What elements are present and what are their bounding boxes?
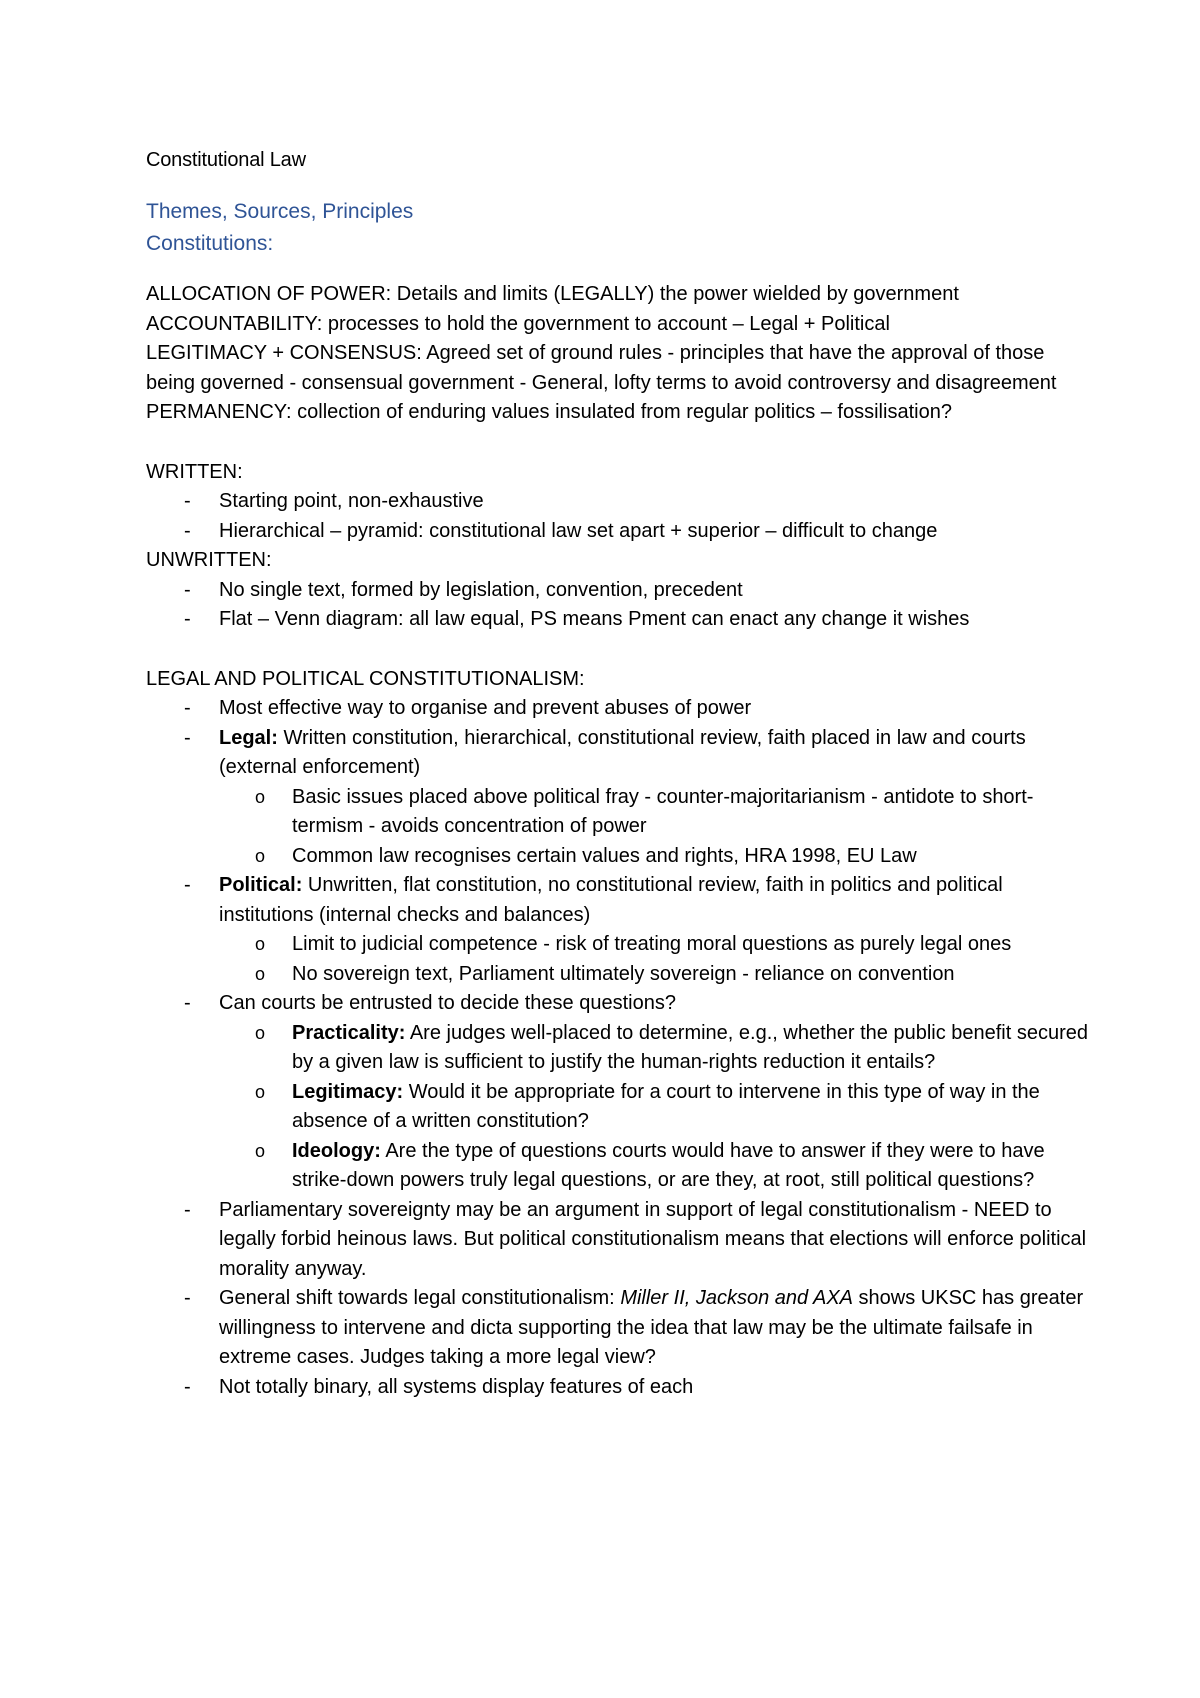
list-item-political [146, 871, 1090, 989]
shift-text-pre: General shift towards legal constitutionalism: [219, 1287, 621, 1309]
sub-list-item-text: No sovereign text, Parliament ultimately sovereign - reliance on convention [292, 962, 955, 985]
sub-list-item-text: Basic issues placed above political fray - counter-majoritarianism - antidote to short-termism - avoids concentration of power [292, 785, 1034, 837]
list-item-courts [146, 989, 1090, 1196]
dash-marker: - [184, 490, 191, 512]
list-item-text: Not totally binary, all systems display features of each [219, 1375, 694, 1398]
list-item [146, 1373, 1090, 1403]
ideology-label: Ideology: [292, 1139, 381, 1162]
paragraph-allocation-of-power: ALLOCATION OF POWER: Details and limits (LEGALLY) the power wielded by government [146, 283, 959, 305]
circle-marker: o [255, 786, 266, 807]
sub-list-item-text: Common law recognises certain values and rights, HRA 1998, EU Law [292, 844, 917, 867]
legitimacy-label: Legitimacy: [292, 1080, 404, 1103]
list-item [146, 576, 1090, 606]
sub-list-item-ideology [219, 1137, 1090, 1196]
list-item-text: Parliamentary sovereignty may be an argument in support of legal constitutionalism - NEED to legally forbid heinous laws. But political constitutionalism means that elections will enforce political morality anyway. [219, 1198, 1087, 1280]
written-heading: WRITTEN: [146, 460, 243, 483]
practicality-label: Practicality: [292, 1021, 406, 1044]
sub-list-item-text: Limit to judicial competence - risk of treating moral questions as purely legal ones [292, 933, 1012, 955]
paragraph-permanency: PERMANENCY: collection of enduring values insulated from regular politics – fossilisation? [146, 401, 952, 423]
list-item [146, 1196, 1090, 1285]
courts-text: Can courts be entrusted to decide these questions? [219, 992, 676, 1014]
dash-marker: - [184, 1198, 191, 1221]
dash-marker: - [184, 1287, 191, 1309]
courts-sublist [219, 1019, 1090, 1196]
shift-text-post: shows UKSC has greater willingness to intervene and dicta supporting the idea that law may be the ultimate failsafe in extreme cases. Judges taking a more legal view? [219, 1287, 1084, 1368]
circle-marker: o [255, 1140, 266, 1161]
sub-list-item [219, 783, 1090, 842]
spacer [146, 428, 1090, 458]
ideology-text: Are the type of questions courts would have to answer if they were to have strike-down powers truly legal questions, or are they, at root, still political questions? [292, 1139, 1045, 1191]
paragraph-accountability: ACCOUNTABILITY: processes to hold the government to account – Legal + Political [146, 312, 890, 335]
section-heading-constitutions: Constitutions: [146, 232, 274, 255]
list-item-text: Most effective way to organise and prevent abuses of power [219, 697, 752, 719]
list-item [146, 517, 1090, 547]
dash-marker: - [184, 697, 191, 719]
spacer [146, 635, 1090, 665]
circle-marker: o [255, 963, 266, 984]
circle-marker: o [255, 1081, 266, 1102]
list-item-shift [146, 1284, 1090, 1373]
list-item [146, 605, 1090, 635]
list-item [146, 487, 1090, 517]
dash-marker: - [184, 608, 191, 630]
shift-cases: Miller II, Jackson and AXA [620, 1287, 853, 1309]
list-item-legal [146, 724, 1090, 872]
dash-marker: - [184, 726, 191, 749]
constitutionalism-list [146, 694, 1090, 1402]
section-heading-themes: Themes, Sources, Principles [146, 200, 414, 223]
list-item-text: No single text, formed by legislation, convention, precedent [219, 578, 743, 601]
legitimacy-text: Would it be appropriate for a court to intervene in this type of way in the absence of a written constitution? [292, 1080, 1040, 1132]
constitutionalism-heading: LEGAL AND POLITICAL CONSTITUTIONALISM: [146, 667, 585, 690]
unwritten-list [146, 576, 1090, 635]
dash-marker: - [184, 578, 191, 601]
sub-list-item [219, 960, 1090, 990]
practicality-text: Are judges well-placed to determine, e.g., whether the public benefit secured by a given law is sufficient to justify the human-rights reduction it entails? [292, 1021, 1089, 1073]
sub-list-item-practicality [219, 1019, 1090, 1078]
unwritten-heading: UNWRITTEN: [146, 549, 272, 571]
list-item-text: Starting point, non-exhaustive [219, 490, 484, 512]
sub-list-item [219, 842, 1090, 872]
legal-text: Written constitution, hierarchical, constitutional review, faith placed in law and courts (external enforcement) [219, 726, 1026, 778]
political-label: Political: [219, 874, 303, 896]
circle-marker: o [255, 1022, 266, 1043]
legal-sublist [219, 783, 1090, 872]
dash-marker: - [184, 992, 191, 1014]
circle-marker: o [255, 934, 266, 954]
legal-label: Legal: [219, 726, 278, 749]
dash-marker: - [184, 874, 191, 896]
sub-list-item-legitimacy [219, 1078, 1090, 1137]
list-item [146, 694, 1090, 724]
circle-marker: o [255, 845, 266, 866]
written-list [146, 487, 1090, 546]
sub-list-item [219, 930, 1090, 960]
dash-marker: - [184, 1375, 191, 1398]
dash-marker: - [184, 519, 191, 542]
political-text: Unwritten, flat constitution, no constitutional review, faith in politics and political institutions (internal checks and balances) [219, 874, 1003, 926]
list-item-text: Flat – Venn diagram: all law equal, PS means Pment can enact any change it wishes [219, 608, 970, 630]
document-title: Constitutional Law [146, 149, 306, 171]
paragraph-legitimacy-consensus: LEGITIMACY + CONSENSUS: Agreed set of ground rules - principles that have the approval of those being governed - consensual government - General, lofty terms to avoid controversy and disagreement [146, 342, 1057, 394]
political-sublist [219, 930, 1090, 989]
list-item-text: Hierarchical – pyramid: constitutional law set apart + superior – difficult to change [219, 519, 938, 542]
